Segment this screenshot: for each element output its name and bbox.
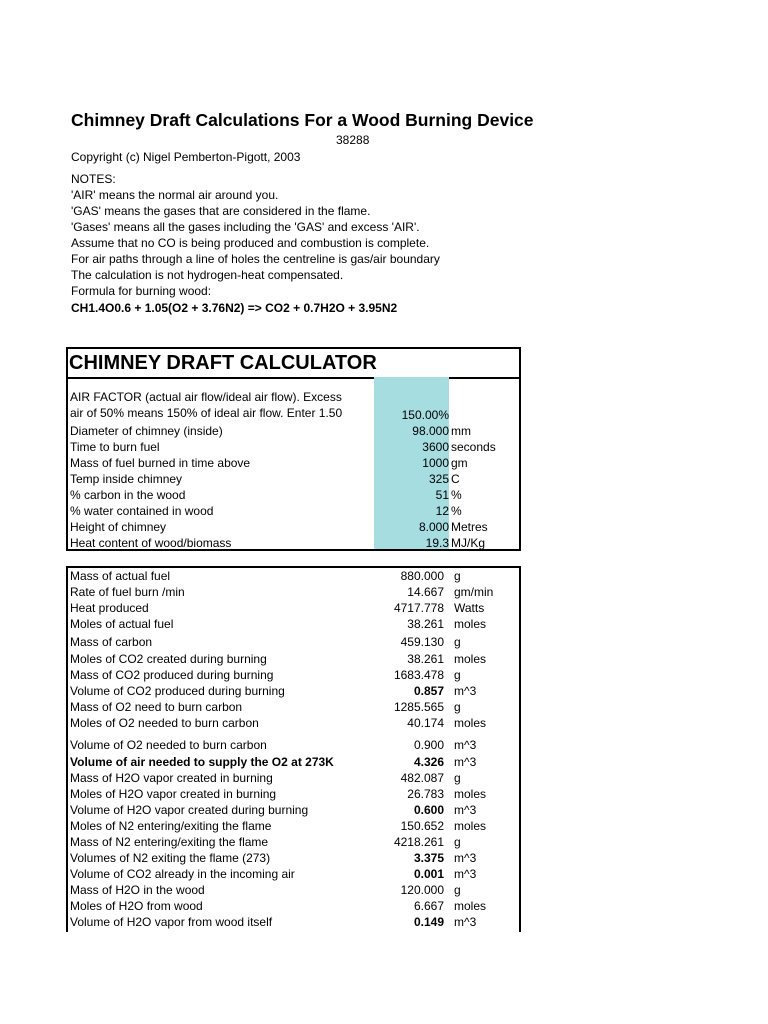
result-unit: g [454,771,461,785]
input-label: Mass of fuel burned in time above [70,456,251,470]
result-unit: g [454,883,461,897]
result-value: 4717.778 [393,601,444,615]
result-unit: m^3 [454,803,477,817]
chimney-height-input[interactable]: 8.000 [418,520,449,534]
result-value: 150.652 [400,819,444,833]
result-unit: m^3 [454,684,477,698]
result-row [70,834,519,850]
result-value: 40.174 [407,716,444,730]
input-label: Diameter of chimney (inside) [70,424,223,438]
result-unit: g [454,668,461,682]
input-row [70,535,519,551]
combustion-formula: CH1.4O0.6 + 1.05(O2 + 3.76N2) => CO2 + 0.7H2O + 3.95N2 [71,301,398,315]
note-line: Formula for burning wood: [71,284,212,298]
calculator-input-box [66,347,521,551]
result-row [70,754,519,770]
result-label: Mass of N2 entering/exiting the flame [70,835,269,849]
heat-content-input[interactable]: 19.3 [425,536,449,550]
note-line: 'AIR' means the normal air around you. [71,188,279,202]
air-factor-input[interactable]: 150.00% [401,408,449,422]
result-value: 120.000 [400,883,444,897]
notes-section [71,171,440,316]
result-unit: moles [454,787,487,801]
result-row [70,898,519,914]
result-value: 26.783 [407,787,444,801]
result-row [70,634,519,650]
note-line: For air paths through a line of holes the centreline is gas/air boundary [71,252,440,266]
result-row [70,667,519,683]
input-label: % water contained in wood [70,504,214,518]
note-line: The calculation is not hydrogen-heat compensated. [71,268,344,282]
result-value: 880.000 [400,569,444,583]
result-row [70,818,519,834]
result-unit: m^3 [454,915,477,929]
result-value: 1285.565 [393,700,444,714]
result-label: Mass of H2O in the wood [70,883,205,897]
result-row [70,770,519,786]
result-label: Moles of H2O from wood [70,899,203,913]
result-row [70,699,519,715]
result-unit: g [454,569,461,583]
result-row [70,737,519,753]
result-row [70,683,519,699]
result-unit: moles [454,716,487,730]
note-line: 'GAS' means the gases that are considered in the flame. [71,204,371,218]
input-row [70,439,519,455]
result-value: 459.130 [400,635,444,649]
result-label: Moles of H2O vapor created in burning [70,787,277,801]
results-box [66,566,521,932]
result-label: Volume of H2O vapor created during burning [70,803,309,817]
result-label: Volume of H2O vapor from wood itself [70,915,273,929]
result-unit: g [454,635,461,649]
result-value: 38.261 [407,617,444,631]
copyright-line: Copyright (c) Nigel Pemberton-Pigott, 2003 [71,150,301,164]
result-label: Moles of N2 entering/exiting the flame [70,819,272,833]
result-label: Volume of air needed to supply the O2 at 273K [70,755,334,769]
notes-heading: NOTES: [71,172,116,186]
fuel-mass-input[interactable]: 1000 [422,456,449,470]
result-row [70,568,519,584]
water-percent-input[interactable]: 12 [435,504,449,518]
input-row [70,423,519,439]
input-row [70,519,519,535]
result-value: 6.667 [413,899,444,913]
result-unit: moles [454,652,487,666]
input-unit: gm [451,456,468,470]
result-value: 38.261 [407,652,444,666]
input-label: Temp inside chimney [70,472,183,486]
result-row [70,584,519,600]
air-factor-label: AIR FACTOR (actual air flow/ideal air flow). Excess air of 50% means 150% of ideal air flow. Enter 1.50 [70,390,343,420]
result-value: 1683.478 [393,668,444,682]
result-label: Mass of carbon [70,635,153,649]
input-row [70,455,519,471]
input-unit: % [451,488,462,502]
input-label: Time to burn fuel [70,440,160,454]
input-unit: Metres [451,520,488,534]
result-unit: m^3 [454,755,477,769]
input-unit: seconds [451,440,496,454]
carbon-percent-input[interactable]: 51 [435,488,449,502]
result-unit: m^3 [454,738,477,752]
note-line: 'Gases' means all the gases including the 'GAS' and excess 'AIR'. [71,220,420,234]
result-label: Moles of CO2 created during burning [70,652,267,666]
result-row [70,850,519,866]
result-label: Mass of CO2 produced during burning [70,668,274,682]
result-value: 0.149 [413,915,444,929]
input-row-air-factor [70,389,519,421]
result-value: 3.375 [413,851,444,865]
result-row [70,715,519,731]
result-row [70,786,519,802]
result-unit: m^3 [454,867,477,881]
result-label: Mass of O2 need to burn carbon [70,700,243,714]
result-label: Moles of O2 needed to burn carbon [70,716,259,730]
result-label: Volume of CO2 produced during burning [70,684,285,698]
result-unit: moles [454,899,487,913]
input-unit: C [451,472,460,486]
result-label: Moles of actual fuel [70,617,174,631]
result-value: 482.087 [400,771,444,785]
input-row [70,487,519,503]
result-row [70,802,519,818]
input-label: % carbon in the wood [70,488,186,502]
input-label: Heat content of wood/biomass [70,536,232,550]
result-row [70,882,519,898]
input-unit: mm [451,424,471,438]
result-row [70,866,519,882]
result-value: 0.600 [413,803,444,817]
result-value: 0.900 [413,738,444,752]
result-unit: moles [454,819,487,833]
chimney-temp-input[interactable]: 325 [428,472,449,486]
result-value: 4.326 [413,755,444,769]
result-unit: m^3 [454,851,477,865]
input-row [70,471,519,487]
result-unit: gm/min [454,585,494,599]
result-label: Mass of actual fuel [70,569,171,583]
input-unit: MJ/Kg [451,536,486,550]
result-row [70,616,519,632]
result-unit: g [454,835,461,849]
result-value: 4218.261 [393,835,444,849]
result-label: Rate of fuel burn /min [70,585,185,599]
result-unit: g [454,700,461,714]
result-unit: moles [454,617,487,631]
result-value: 14.667 [407,585,444,599]
calculator-heading: CHIMNEY DRAFT CALCULATOR [68,349,519,379]
result-value: 0.001 [413,867,444,881]
result-unit: Watts [454,601,485,615]
result-row [70,651,519,667]
result-row [70,600,519,616]
result-row [70,914,519,930]
page-title: Chimney Draft Calculations For a Wood Burning Device [71,110,534,130]
burn-time-input[interactable]: 3600 [422,440,449,454]
input-unit: % [451,504,462,518]
result-label: Mass of H2O vapor created in burning [70,771,273,785]
result-label: Heat produced [70,601,149,615]
chimney-diameter-input[interactable]: 98.000 [412,424,449,438]
document-number: 38288 [336,133,370,147]
result-label: Volume of CO2 already in the incoming air [70,867,295,881]
input-row [70,503,519,519]
result-label: Volume of O2 needed to burn carbon [70,738,267,752]
note-line: Assume that no CO is being produced and combustion is complete. [71,236,430,250]
result-label: Volumes of N2 exiting the flame (273) [70,851,271,865]
input-label: Height of chimney [70,520,167,534]
result-value: 0.857 [413,684,444,698]
